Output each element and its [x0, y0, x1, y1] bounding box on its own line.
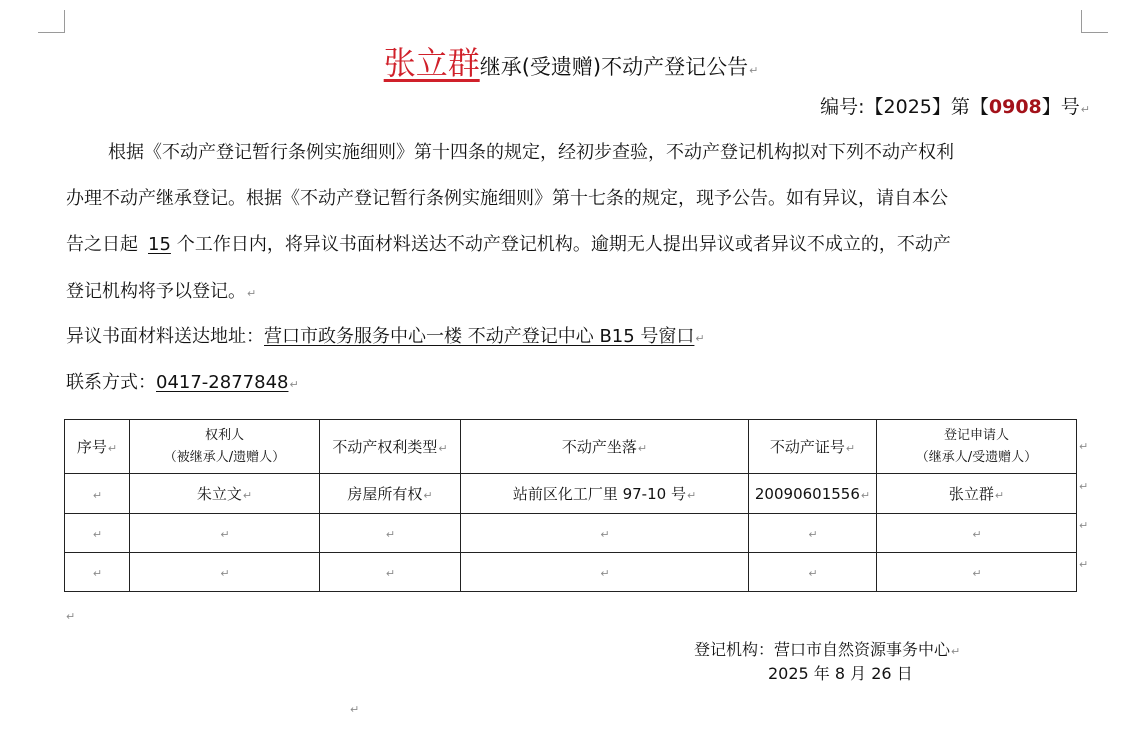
objection-days: 15	[148, 234, 171, 255]
header-applicant: 登记申请人 （继承人/受遗赠人）	[877, 420, 1077, 474]
crop-mark-top-left	[38, 10, 65, 33]
header-right-type: 不动产权利类型↵	[320, 420, 461, 474]
contact-label: 联系方式：	[66, 372, 156, 393]
body-line-3-start: 告之日起	[66, 234, 138, 255]
row-end-mark-icon: ↵	[1079, 558, 1089, 571]
cell-right-type: 房屋所有权↵	[320, 474, 461, 514]
body-line-1: 根据《不动产登记暂行条例实施细则》第十四条的规定，经初步查验，不动产登记机构拟对下列不动产权利	[108, 142, 954, 163]
contact-value: 0417-2877848	[156, 372, 289, 393]
row-end-mark-icon: ↵	[1079, 519, 1089, 532]
table-row	[65, 474, 1077, 514]
cell-location: 站前区化工厂里 97-10 号↵	[461, 474, 749, 514]
address-label: 异议书面材料送达地址：	[66, 326, 264, 347]
table-header-row	[65, 420, 1077, 474]
docno-suffix: 】号	[1041, 96, 1080, 118]
header-seq: 序号↵	[65, 420, 130, 474]
cell-applicant: 张立群↵	[877, 474, 1077, 514]
paragraph-mark-icon: ↵	[66, 610, 76, 623]
title-name: 张立群	[383, 44, 480, 82]
body-line-4	[66, 277, 1086, 303]
body-line-2: 办理不动产继承登记。根据《不动产登记暂行条例实施细则》第十七条的规定，现予公告。如有异议，请自本公	[66, 188, 948, 209]
body-line-3-end: 个工作日内，将异议书面材料送达不动产登记机构。逾期无人提出异议或者异议不成立的，不动产	[176, 234, 951, 255]
header-cert-no: 不动产证号↵	[749, 420, 877, 474]
header-holder: 权利人 （被继承人/遗赠人）	[130, 420, 320, 474]
registration-org: 登记机构：营口市自然资源事务中心↵	[694, 640, 961, 659]
announcement-title	[0, 38, 1142, 84]
title-rest: 继承(受遗赠)不动产登记公告	[479, 55, 749, 79]
paragraph-mark-icon: ↵	[695, 332, 705, 345]
paragraph-mark-icon: ↵	[749, 64, 759, 77]
table-row-empty: ↵ ↵ ↵ ↵ ↵ ↵	[65, 514, 1077, 553]
crop-mark-top-right	[1081, 10, 1108, 33]
paragraph-mark-icon: ↵	[350, 703, 360, 716]
table-row-empty: ↵ ↵ ↵ ↵ ↵ ↵	[65, 553, 1077, 592]
document-number	[820, 92, 1090, 119]
announcement-date: 2025 年 8 月 26 日	[768, 664, 913, 683]
cell-cert-no: 20090601556↵	[749, 474, 877, 514]
paragraph-mark-icon: ↵	[1080, 103, 1090, 116]
row-end-mark-icon: ↵	[1079, 440, 1089, 453]
registration-table	[64, 419, 1077, 592]
body-line-4-text: 登记机构将予以登记。	[66, 281, 246, 302]
docno-number: 0908	[988, 96, 1042, 118]
paragraph-mark-icon: ↵	[247, 287, 257, 300]
docno-prefix: 编号:【2025】第【	[820, 96, 989, 118]
paragraph-mark-icon: ↵	[289, 378, 299, 391]
row-end-mark-icon: ↵	[1079, 480, 1089, 493]
contact-line	[66, 368, 1086, 394]
cell-holder: 朱立文↵	[130, 474, 320, 514]
header-location: 不动产坐落↵	[461, 420, 749, 474]
address-line	[66, 322, 1086, 348]
body-line-3	[66, 230, 1086, 256]
cell-seq: ↵	[65, 474, 130, 514]
address-value: 营口市政务服务中心一楼 不动产登记中心 B15 号窗口	[264, 326, 695, 347]
